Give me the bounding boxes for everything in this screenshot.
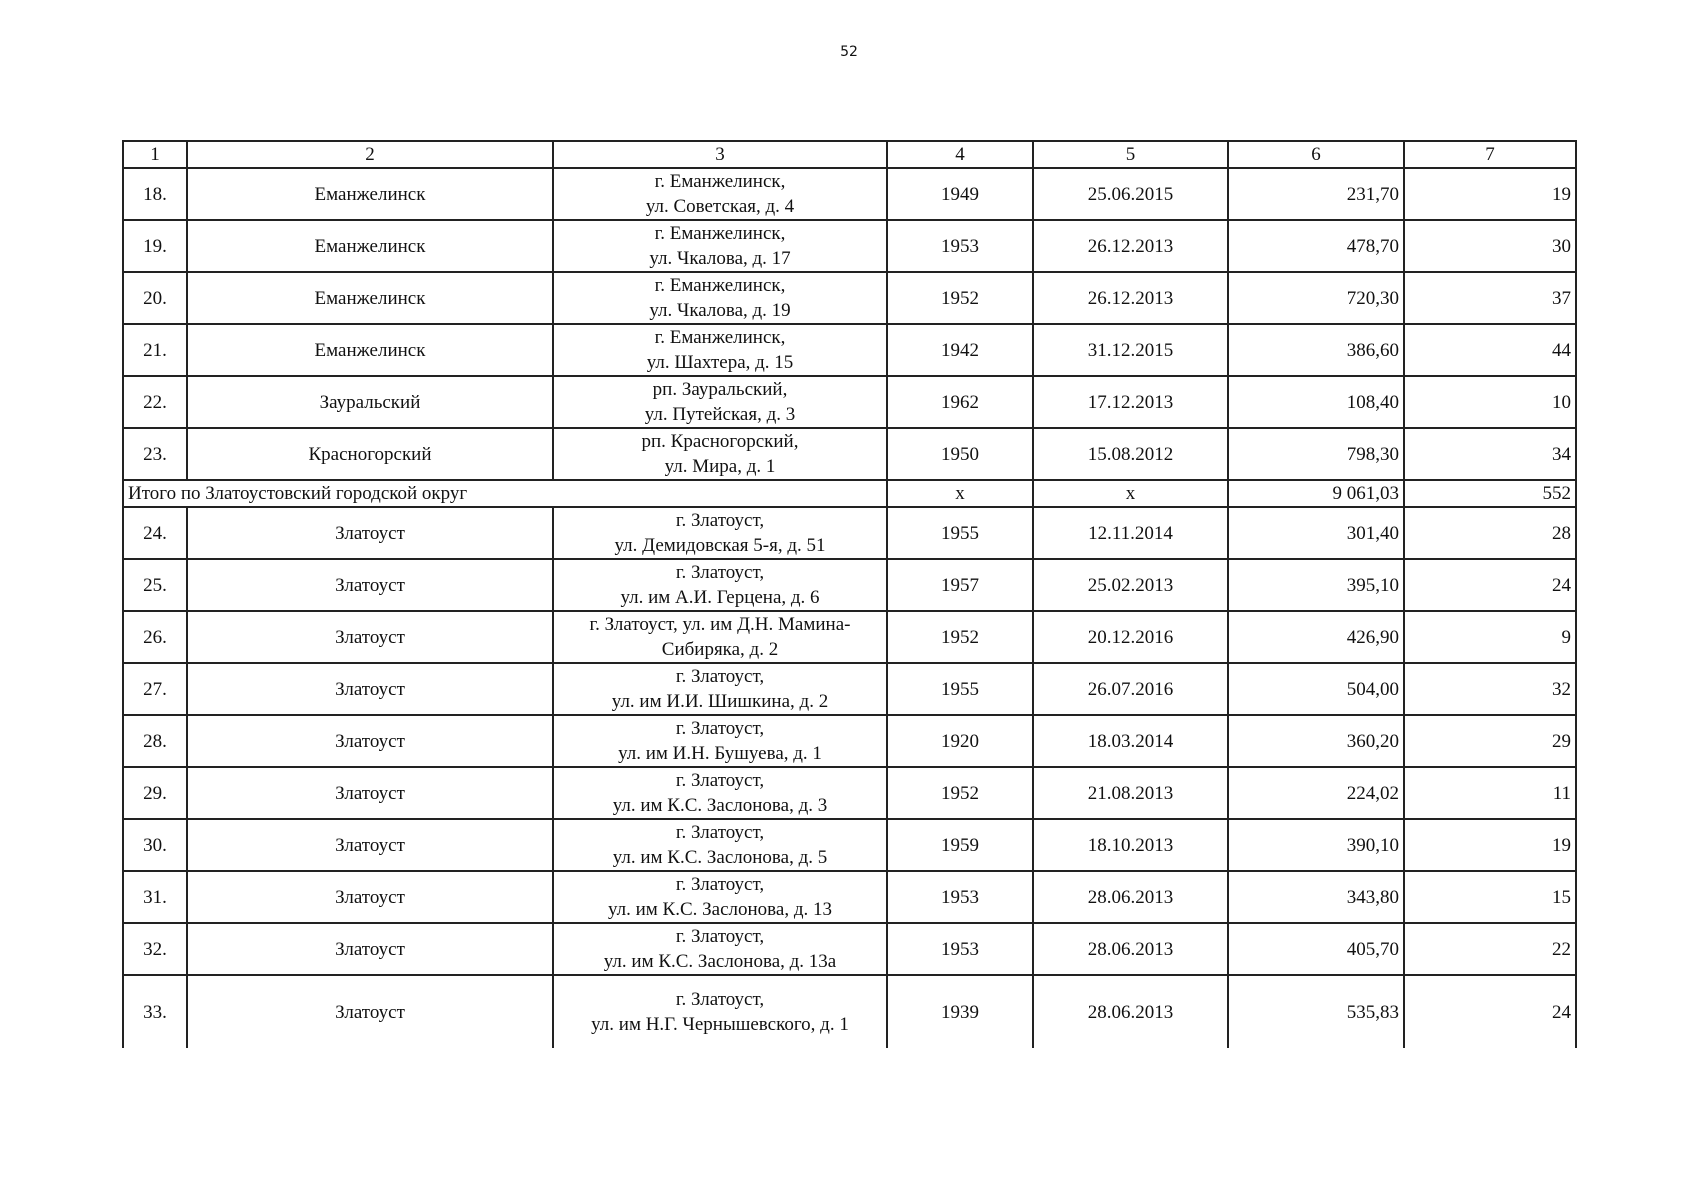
address-line: ул. Путейская, д. 3	[644, 404, 796, 425]
resident-count: 44	[1404, 324, 1576, 376]
address-line: ул. Демидовская 5-я, д. 51	[614, 535, 826, 556]
build-year: 1942	[887, 324, 1033, 376]
column-header: 4	[887, 141, 1033, 168]
address-line: ул. им К.С. Заслонова, д. 5	[612, 847, 828, 868]
address-line: г. Златоуст,	[675, 989, 765, 1010]
row-number: 19.	[123, 220, 187, 272]
row-number: 31.	[123, 871, 187, 923]
table-row	[123, 324, 1576, 376]
resident-count: 37	[1404, 272, 1576, 324]
resident-count: 11	[1404, 767, 1576, 819]
address	[553, 819, 887, 871]
address	[553, 767, 887, 819]
date: 28.06.2013	[1033, 975, 1228, 1048]
address-line: рп. Зауральский,	[652, 379, 788, 400]
area: 108,40	[1228, 376, 1404, 428]
area: 535,83	[1228, 975, 1404, 1048]
resident-count: 22	[1404, 923, 1576, 975]
subtotal-date: x	[1033, 480, 1228, 507]
address-line: г. Златоуст,	[675, 874, 765, 895]
address	[553, 220, 887, 272]
municipality: Златоуст	[187, 611, 553, 663]
date: 31.12.2015	[1033, 324, 1228, 376]
row-number: 22.	[123, 376, 187, 428]
address-line: г. Златоуст,	[675, 770, 765, 791]
subtotal-area: 9 061,03	[1228, 480, 1404, 507]
row-number: 28.	[123, 715, 187, 767]
municipality: Златоуст	[187, 559, 553, 611]
municipality: Златоуст	[187, 663, 553, 715]
build-year: 1920	[887, 715, 1033, 767]
address	[553, 715, 887, 767]
address-line: ул. им К.С. Заслонова, д. 13	[607, 899, 833, 920]
row-number: 33.	[123, 975, 187, 1048]
address-line: ул. им А.И. Герцена, д. 6	[620, 587, 820, 608]
resident-count: 30	[1404, 220, 1576, 272]
address-line: г. Златоуст, ул. им Д.Н. Мамина-	[589, 614, 851, 635]
row-number: 21.	[123, 324, 187, 376]
row-number: 18.	[123, 168, 187, 220]
municipality: Златоуст	[187, 715, 553, 767]
subtotal-count: 552	[1404, 480, 1576, 507]
build-year: 1952	[887, 611, 1033, 663]
resident-count: 24	[1404, 975, 1576, 1048]
area: 343,80	[1228, 871, 1404, 923]
municipality: Еманжелинск	[187, 168, 553, 220]
resident-count: 28	[1404, 507, 1576, 559]
address	[553, 272, 887, 324]
build-year: 1955	[887, 507, 1033, 559]
address-line: г. Златоуст,	[675, 718, 765, 739]
address	[553, 663, 887, 715]
date: 28.06.2013	[1033, 923, 1228, 975]
table-row	[123, 507, 1576, 559]
address-line: г. Златоуст,	[675, 822, 765, 843]
area: 426,90	[1228, 611, 1404, 663]
build-year: 1953	[887, 220, 1033, 272]
table-row	[123, 767, 1576, 819]
address-line: г. Еманжелинск,	[654, 275, 786, 296]
date: 25.02.2013	[1033, 559, 1228, 611]
row-number: 26.	[123, 611, 187, 663]
build-year: 1962	[887, 376, 1033, 428]
date: 18.03.2014	[1033, 715, 1228, 767]
row-number: 23.	[123, 428, 187, 480]
column-header: 7	[1404, 141, 1576, 168]
row-number: 32.	[123, 923, 187, 975]
address-line: рп. Красногорский,	[641, 431, 799, 452]
area: 360,20	[1228, 715, 1404, 767]
resident-count: 34	[1404, 428, 1576, 480]
municipality: Еманжелинск	[187, 324, 553, 376]
address-line: ул. Чкалова, д. 17	[649, 248, 791, 269]
table-row	[123, 871, 1576, 923]
resident-count: 19	[1404, 168, 1576, 220]
column-header: 2	[187, 141, 553, 168]
municipality: Красногорский	[187, 428, 553, 480]
date: 18.10.2013	[1033, 819, 1228, 871]
municipality: Еманжелинск	[187, 220, 553, 272]
address-line: ул. им И.Н. Бушуева, д. 1	[618, 743, 822, 764]
table-row	[123, 715, 1576, 767]
municipality: Златоуст	[187, 871, 553, 923]
address-line: ул. Чкалова, д. 19	[649, 300, 791, 321]
table-row	[123, 272, 1576, 324]
table-row	[123, 611, 1576, 663]
address	[553, 507, 887, 559]
row-number: 27.	[123, 663, 187, 715]
municipality: Златоуст	[187, 767, 553, 819]
address-line: ул. Советская, д. 4	[645, 196, 795, 217]
table-row	[123, 975, 1576, 1048]
address	[553, 168, 887, 220]
area: 301,40	[1228, 507, 1404, 559]
subtotal-row	[123, 480, 1576, 507]
build-year: 1957	[887, 559, 1033, 611]
table-row	[123, 559, 1576, 611]
subtotal-year: x	[887, 480, 1033, 507]
registry-table	[122, 140, 1577, 1048]
date: 26.12.2013	[1033, 220, 1228, 272]
address-line: г. Еманжелинск,	[654, 171, 786, 192]
table-header	[123, 141, 1576, 168]
address-line: ул. Шахтера, д. 15	[646, 352, 794, 373]
column-header: 1	[123, 141, 187, 168]
page-number: 52	[840, 44, 858, 60]
row-number: 24.	[123, 507, 187, 559]
row-number: 20.	[123, 272, 187, 324]
municipality: Еманжелинск	[187, 272, 553, 324]
address	[553, 559, 887, 611]
municipality: Златоуст	[187, 923, 553, 975]
address-line: г. Еманжелинск,	[654, 223, 786, 244]
row-number: 25.	[123, 559, 187, 611]
area: 231,70	[1228, 168, 1404, 220]
date: 26.12.2013	[1033, 272, 1228, 324]
area: 224,02	[1228, 767, 1404, 819]
subtotal-label: Итого по Златоустовский городской округ	[123, 480, 887, 507]
area: 720,30	[1228, 272, 1404, 324]
area: 390,10	[1228, 819, 1404, 871]
resident-count: 19	[1404, 819, 1576, 871]
date: 20.12.2016	[1033, 611, 1228, 663]
column-header: 5	[1033, 141, 1228, 168]
resident-count: 32	[1404, 663, 1576, 715]
area: 798,30	[1228, 428, 1404, 480]
column-header: 3	[553, 141, 887, 168]
address-line: г. Златоуст,	[675, 562, 765, 583]
area: 504,00	[1228, 663, 1404, 715]
build-year: 1952	[887, 767, 1033, 819]
date: 21.08.2013	[1033, 767, 1228, 819]
municipality: Златоуст	[187, 507, 553, 559]
address	[553, 611, 887, 663]
address	[553, 324, 887, 376]
table-body	[123, 168, 1576, 1048]
resident-count: 10	[1404, 376, 1576, 428]
header-row	[123, 141, 1576, 168]
table-row	[123, 220, 1576, 272]
build-year: 1950	[887, 428, 1033, 480]
build-year: 1952	[887, 272, 1033, 324]
build-year: 1949	[887, 168, 1033, 220]
municipality: Златоуст	[187, 975, 553, 1048]
resident-count: 29	[1404, 715, 1576, 767]
table-row	[123, 168, 1576, 220]
municipality: Зауральский	[187, 376, 553, 428]
table-row	[123, 376, 1576, 428]
address-line: ул. им Н.Г. Чернышевского, д. 1	[591, 1014, 849, 1035]
address	[553, 871, 887, 923]
date: 28.06.2013	[1033, 871, 1228, 923]
resident-count: 24	[1404, 559, 1576, 611]
build-year: 1959	[887, 819, 1033, 871]
address-line: ул. им К.С. Заслонова, д. 13а	[603, 951, 837, 972]
area: 405,70	[1228, 923, 1404, 975]
municipality: Златоуст	[187, 819, 553, 871]
address-line: г. Еманжелинск,	[654, 327, 786, 348]
build-year: 1953	[887, 871, 1033, 923]
address-line: ул. им И.И. Шишкина, д. 2	[611, 691, 829, 712]
date: 17.12.2013	[1033, 376, 1228, 428]
table-row	[123, 663, 1576, 715]
table-row	[123, 428, 1576, 480]
address-line: ул. им К.С. Заслонова, д. 3	[612, 795, 828, 816]
row-number: 30.	[123, 819, 187, 871]
area: 386,60	[1228, 324, 1404, 376]
address-line: Сибиряка, д. 2	[661, 639, 779, 660]
date: 26.07.2016	[1033, 663, 1228, 715]
column-header: 6	[1228, 141, 1404, 168]
address	[553, 428, 887, 480]
resident-count: 9	[1404, 611, 1576, 663]
table-row	[123, 923, 1576, 975]
build-year: 1955	[887, 663, 1033, 715]
address-line: г. Златоуст,	[675, 666, 765, 687]
address-line: ул. Мира, д. 1	[664, 456, 776, 477]
resident-count: 15	[1404, 871, 1576, 923]
address-line: г. Златоуст,	[675, 510, 765, 531]
table-row	[123, 819, 1576, 871]
build-year: 1939	[887, 975, 1033, 1048]
address	[553, 376, 887, 428]
date: 15.08.2012	[1033, 428, 1228, 480]
area: 395,10	[1228, 559, 1404, 611]
address-line: г. Златоуст,	[675, 926, 765, 947]
address	[553, 975, 887, 1048]
row-number: 29.	[123, 767, 187, 819]
area: 478,70	[1228, 220, 1404, 272]
address	[553, 923, 887, 975]
build-year: 1953	[887, 923, 1033, 975]
date: 12.11.2014	[1033, 507, 1228, 559]
date: 25.06.2015	[1033, 168, 1228, 220]
